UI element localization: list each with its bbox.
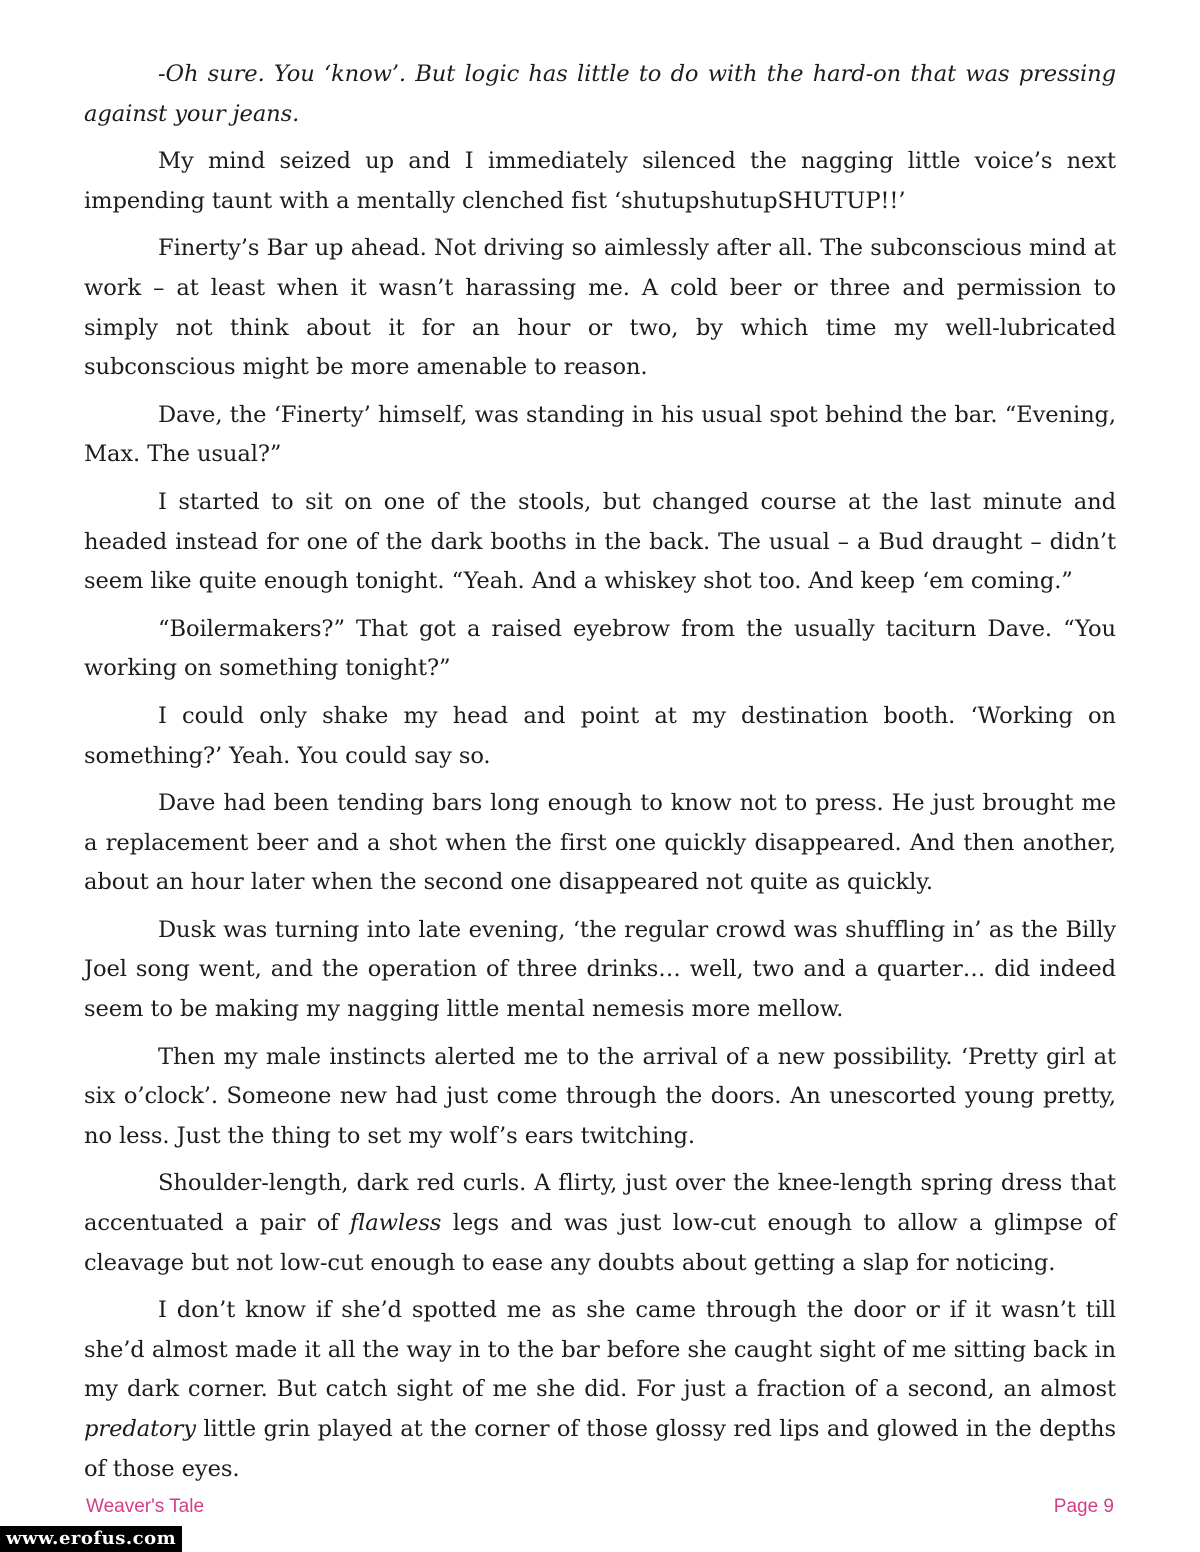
paragraph-text: -Oh sure. You ‘know’. But logic has little to do with the hard-on that was pressing against your jeans. (84, 61, 1116, 127)
paragraph-text: little grin played at the corner of those glossy red lips and glowed in the depths of those eyes. (84, 1416, 1116, 1482)
watermark-logo: www.erofus.com (0, 1526, 182, 1552)
paragraph-11 (84, 1164, 1116, 1283)
paragraph-text: Dave, the ‘Finerty’ himself, was standing in his usual spot behind the bar. “Evening, Max. The usual?” (84, 401, 1116, 468)
paragraph-text: Dave had been tending bars long enough to know not to press. He just brought me a replacement beer and a shot when the first one quickly disappeared. And then another, about an hour later when the second one disappeared not quite as quickly. (84, 790, 1116, 896)
paragraph-text: I could only shake my head and point at my destination booth. ‘Working on something?’ Yeah. You could say so. (84, 702, 1116, 769)
footer-book-title: Weaver's Tale (86, 1496, 205, 1517)
paragraph-2 (84, 142, 1116, 221)
paragraph-text: Then my male instincts alerted me to the arrival of a new possibility. ‘Pretty girl at six o’clock’. Someone new had just come through the doors. An unescorted young pretty, no less. Just the thing to set my wolf’s ears twitching. (84, 1043, 1116, 1149)
paragraph-text: My mind seized up and I immediately silenced the nagging little voice’s next impending taunt with a mentally clenched fist ‘shutupshutupSHUTUP!!’ (84, 148, 1116, 214)
paragraph-text: I don’t know if she’d spotted me as she came through the door or if it wasn’t till she’d almost made it all the way in to the bar before she caught sight of me sitting back in my dark corner. But catch sight of me she did. For just a fraction of a second, an almost (84, 1297, 1116, 1403)
paragraph-text: Dusk was turning into late evening, ‘the regular crowd was shuffling in’ as the Billy Joel song went, and the operation of three drinks… well, two and a quarter… did indeed seem to be making my nagging little mental nemesis more mellow. (84, 916, 1116, 1023)
paragraph-12 (84, 1291, 1116, 1489)
paragraph-text: “Boilermakers?” That got a raised eyebrow from the usually taciturn Dave. “You working on something tonight?” (84, 615, 1116, 682)
paragraph-4 (84, 396, 1116, 475)
paragraph-9 (84, 911, 1116, 1030)
paragraph-6 (84, 610, 1116, 689)
paragraph-3 (84, 229, 1116, 387)
footer-page-number: Page 9 (1053, 1496, 1114, 1517)
paragraph-text: Shoulder-length, dark red curls. A flirty, just over the knee-length spring dress that accentuated a pair of (84, 1170, 1116, 1237)
paragraph-text: Finerty’s Bar up ahead. Not driving so aimlessly after all. The subconscious mind at work – at least when it wasn’t harassing me. A cold beer or three and permission to simply not think about it for an hour or two, by which time my well-lubricated subconscious might be more amenable to reason. (84, 235, 1116, 381)
paragraph-1 (84, 55, 1116, 134)
page-body (84, 55, 1116, 1497)
emphasis-text: predatory (84, 1416, 196, 1442)
paragraph-5 (84, 483, 1116, 602)
paragraph-10 (84, 1038, 1116, 1157)
emphasis-text: flawless (349, 1210, 442, 1237)
paragraph-7 (84, 697, 1116, 776)
paragraph-8 (84, 784, 1116, 903)
paragraph-text: legs and was just low-cut enough to allow a glimpse of cleavage but not low-cut enough to ease any doubts about getting a slap for noticing. (84, 1210, 1117, 1276)
paragraph-text: I started to sit on one of the stools, but changed course at the last minute and headed instead for one of the dark booths in the back. The usual – a Bud draught – didn’t seem like quite enough tonight. “Yeah. And a whiskey shot too. And keep ‘em coming.” (84, 488, 1116, 595)
